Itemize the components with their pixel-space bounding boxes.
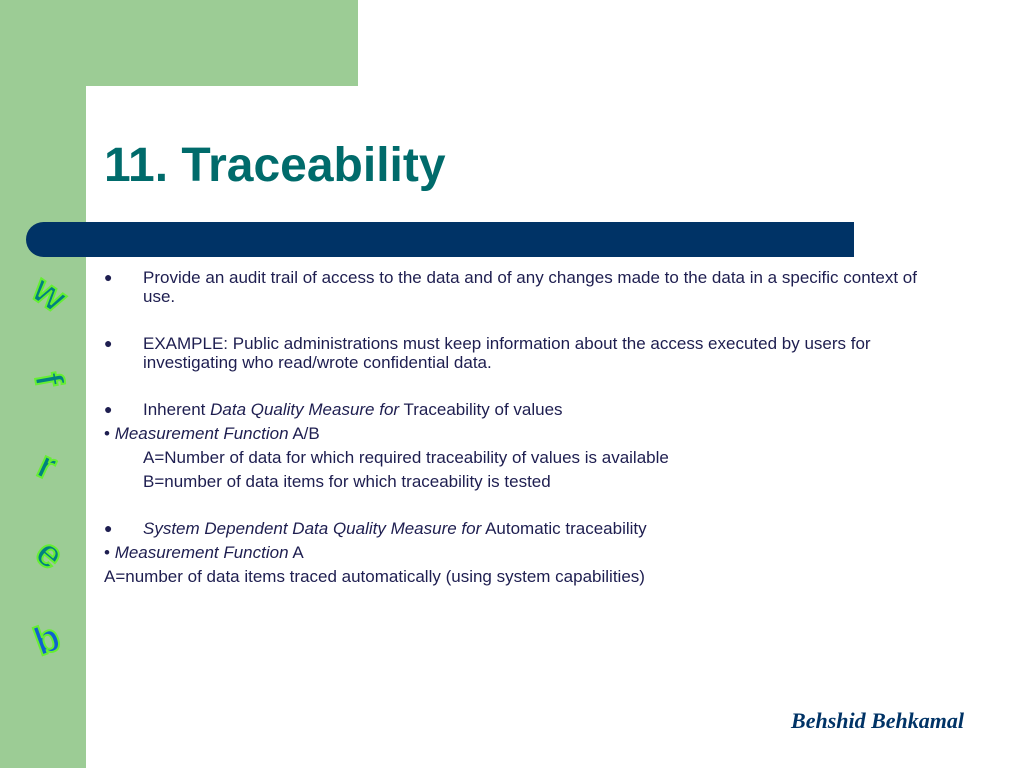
bullet-inherent-measure [104,400,934,419]
measure-subject: Traceability of values [399,400,563,419]
sub-bullet-marker: • [104,424,110,443]
sidebar-decoration [0,0,86,768]
measurement-function-label: Measurement Function [114,424,289,443]
measurement-function-line [104,543,934,562]
measure-subject: Automatic traceability [481,519,647,538]
definition-a: A=Number of data for which required traceability of values is available [143,448,669,467]
svg-text:e: e [26,530,73,579]
bullet-marker: ● [104,520,113,536]
measurement-function-value: A/B [288,424,320,443]
bullet-text: EXAMPLE: Public administrations must keep information about the access executed by users for investigating who read/wrote confidential data. [143,334,871,372]
sub-bullet-marker: • [104,543,110,562]
measure-prefix: Inherent [143,400,211,419]
deco-glyph-b [28,615,66,665]
bullet-marker: ● [104,335,113,351]
bullet-example [104,334,934,372]
deco-glyph-f [26,369,72,390]
bullet-marker: ● [104,401,113,417]
author-signature: Behshid Behkamal [791,708,964,733]
deco-glyph-w [23,266,75,321]
slide-title: 11. Traceability [104,139,446,192]
definition-b: B=number of data items for which traceability is tested [143,472,551,491]
content-corner [86,86,130,130]
svg-text:f: f [25,369,72,390]
measurement-function-label: Measurement Function [114,543,289,562]
measurement-function-line [104,424,934,443]
definition-a-automatic: A=number of data items traced automatically (using system capabilities) [104,567,645,586]
measure-type: Data Quality Measure for [210,400,400,419]
bullet-audit-trail [104,268,934,306]
title-underline-bar [26,222,854,257]
measure-type: System Dependent Data Quality Measure for [143,519,482,538]
svg-text:r: r [30,442,64,490]
bullet-text: Provide an audit trail of access to the data and of any changes made to the data in a specific context of use. [143,268,917,306]
svg-text:b: b [28,614,67,665]
deco-glyph-r [31,443,64,489]
bullet-system-dependent-measure [104,519,934,538]
slide-content [104,268,934,586]
bullet-marker: ● [104,269,113,285]
svg-text:w: w [24,267,75,321]
deco-glyph-e [27,530,72,578]
measurement-function-value: A [288,543,304,562]
